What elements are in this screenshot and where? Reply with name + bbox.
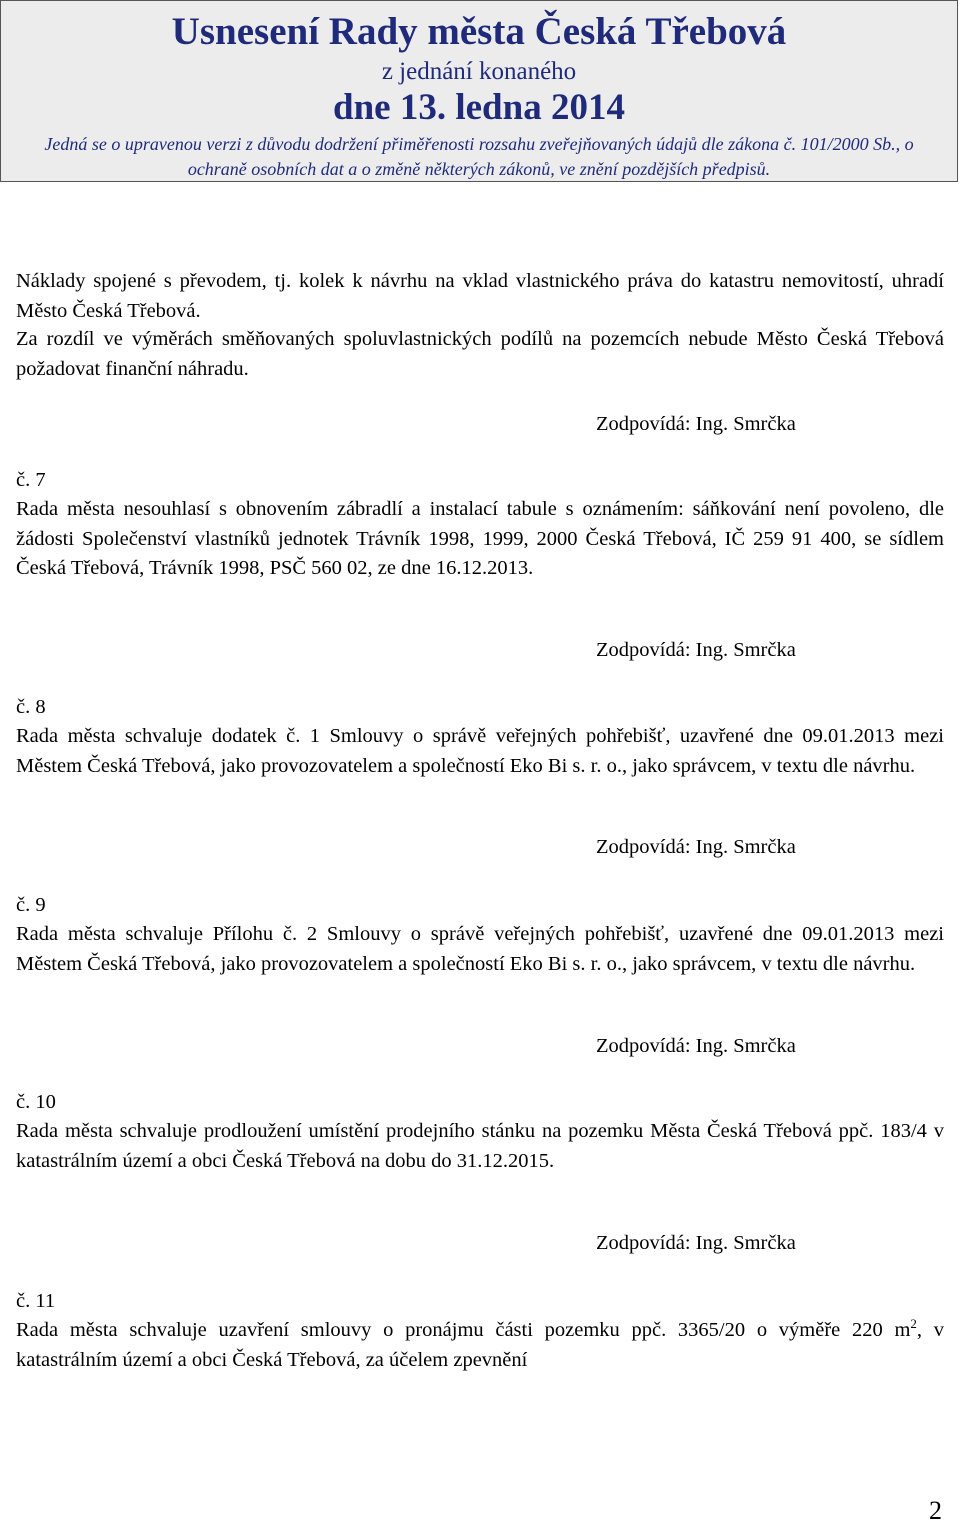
resolution-text-part: , v katastrálním území a obci Česká Třebová, za účelem zpevnění <box>16 1319 945 1371</box>
resolution-number: č. 8 <box>16 696 46 718</box>
intro-paragraph-costs: Náklady spojené s převodem, tj. kolek k návrhu na vklad vlastnického práva do katastru nemovitostí, uhradí Město Česká Třebová. <box>16 270 944 322</box>
document-title: Usnesení Rady města Česká Třebová <box>171 10 787 53</box>
responsible-person: Zodpovídá: Ing. Smrčka <box>596 413 796 435</box>
document-subtitle: z jednání konaného <box>381 58 577 85</box>
resolution-text: Rada města schvaluje dodatek č. 1 Smlouvy o správě veřejných pohřebišť, uzavřené dne 09.01.2013 mezi Městem Česká Třebová, jako provozovatelem a společností Eko Bi s. r. o., jako správcem, v textu dle návrhu. <box>16 725 944 777</box>
meeting-date: dne 13. ledna 2014 <box>333 87 625 128</box>
resolution-number: č. 11 <box>16 1290 56 1312</box>
document-header <box>0 0 958 182</box>
resolution-number: č. 7 <box>16 469 46 491</box>
resolution-number: č. 9 <box>16 894 46 916</box>
intro-paragraph-difference: Za rozdíl ve výměrách směňovaných spoluvlastnických podílů na pozemcích nebude Město Česká Třebová požadovat finanční náhradu. <box>16 328 944 380</box>
responsible-person: Zodpovídá: Ing. Smrčka <box>596 836 796 858</box>
anonymization-note: Jedná se o upravenou verzi z důvodu dodržení přiměřenosti rozsahu zveřejňovaných údajů dle zákona č. 101/2000 Sb., o ochraně osobních dat a o změně některých zákonů, ve znění pozdějších předpisů. <box>44 134 914 179</box>
responsible-person: Zodpovídá: Ing. Smrčka <box>596 1035 796 1057</box>
area-unit-superscript: 2 <box>910 1316 917 1332</box>
resolution-text: Rada města nesouhlasí s obnovením zábradlí a instalací tabule s oznámením: sáňkování není povoleno, dle žádosti Společenství vlastníků jednotek Trávník 1998, 1999, 2000 Česká Třebová, IČ 259 91 400, se sídlem Česká Třebová, Trávník 1998, PSČ 560 02, ze dne 16.12.2013. <box>16 498 944 579</box>
page-number: 2 <box>929 1496 942 1525</box>
responsible-person: Zodpovídá: Ing. Smrčka <box>596 1232 796 1254</box>
resolution-text <box>16 1316 944 1375</box>
resolution-number: č. 10 <box>16 1091 56 1113</box>
resolution-text-part: Rada města schvaluje uzavření smlouvy o pronájmu části pozemku ppč. 3365/20 o výměře 220 m <box>16 1319 911 1341</box>
resolution-text: Rada města schvaluje Přílohu č. 2 Smlouvy o správě veřejných pohřebišť, uzavřené dne 09.01.2013 mezi Městem Česká Třebová, jako provozovatelem a společností Eko Bi s. r. o., jako správcem, v textu dle návrhu. <box>16 923 944 975</box>
resolution-text: Rada města schvaluje prodloužení umístění prodejního stánku na pozemku Města Česká Třebová ppč. 183/4 v katastrálním území a obci Česká Třebová na dobu do 31.12.2015. <box>16 1120 944 1172</box>
responsible-person: Zodpovídá: Ing. Smrčka <box>596 639 796 661</box>
